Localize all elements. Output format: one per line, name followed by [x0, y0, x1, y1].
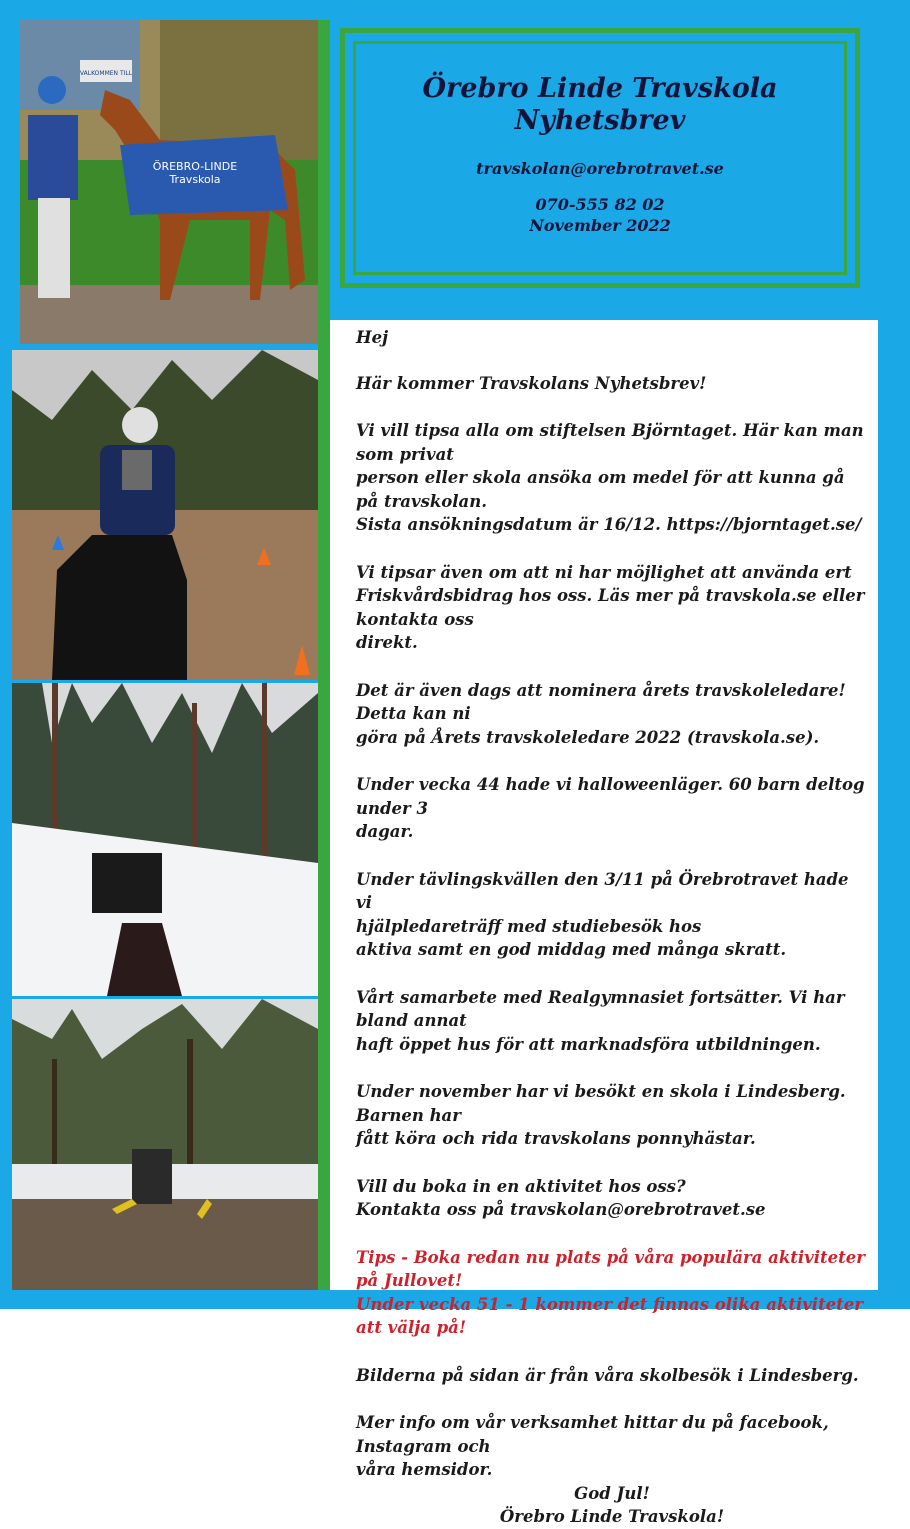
greeting: Hej — [356, 328, 389, 347]
header-date: November 2022 — [529, 216, 671, 235]
paragraph-bjorntaget: Vi vill tipsa alla om stiftelsen Björntaget. Här kan man som privat person eller skola ansöka om medel för att kunna gå på travskolan. Sista ansökningsdatum är 16/12. https://bjorntaget.se/ — [356, 421, 864, 534]
paragraph-booking: Vill du boka in en aktivitet hos oss? Kontakta oss på travskolan@orebrotravet.se — [356, 1176, 766, 1219]
photo-child-riding — [12, 350, 318, 680]
header-phone: 070-555 82 02 — [535, 195, 665, 214]
paragraph-photos-note: Bilderna på sidan är från våra skolbesök i Lindesberg. — [356, 1365, 859, 1385]
paragraph-competition: Under tävlingskvällen den 3/11 på Örebrotravet hade vi hjälpledareträff med studiebesök hos aktiva samt en god middag med många skratt. — [356, 869, 849, 959]
newsletter-subtitle: Nyhetsbrev — [514, 105, 686, 136]
newsletter-body — [330, 320, 878, 1526]
paragraph-intro: Här kommer Travskolans Nyhetsbrev! — [356, 373, 707, 393]
photo-snow-forest — [12, 683, 318, 996]
header-email: travskolan@orebrotravet.se — [476, 159, 724, 178]
tips-paragraph: Tips - Boka redan nu plats på våra populära aktiviteter på Jullovet! Under vecka 51 - 1 kommer det finnas olika aktiviteter att välja på! — [356, 1247, 865, 1337]
sign-off-god-jul: God Jul! — [574, 1483, 650, 1503]
paragraph-lindesberg: Under november har vi besökt en skola i Lindesberg. Barnen har fått köra och rida travskolans ponnyhästar. — [356, 1082, 846, 1148]
blanket-text-2: Travskola — [169, 173, 221, 186]
green-divider — [318, 20, 330, 1290]
newsletter-title: Örebro Linde Travskola — [422, 73, 778, 104]
header-text — [330, 73, 870, 235]
paragraph-halloween: Under vecka 44 hade vi halloweenläger. 60 barn deltog under 3 dagar. — [356, 775, 865, 841]
newsletter-header — [330, 18, 870, 298]
paragraph-more-info: Mer info om vår verksamhet hittar du på facebook, Instagram och våra hemsidor. — [356, 1413, 829, 1479]
paragraph-friskvard: Vi tipsar även om att ni har möjlighet att använda ert Friskvårdsbidrag hos oss. Läs mer på travskola.se eller kontakta oss direkt. — [356, 562, 865, 652]
paragraph-realgymnasiet: Vårt samarbete med Realgymnasiet fortsätter. Vi har bland annat haft öppet hus för att marknadsföra utbildningen. — [356, 987, 845, 1054]
photo-arena-carts — [12, 999, 318, 1290]
sign-text: VALKOMMEN TILL — [79, 70, 133, 77]
paragraph-nominate: Det är även dags att nominera årets travskoleledare! Detta kan ni göra på Årets travskoleledare 2022 (travskola.se). — [356, 680, 846, 747]
sign-off-school: Örebro Linde Travskola! — [499, 1507, 725, 1526]
photo-pony-blanket — [20, 20, 318, 344]
blanket-text-1: ÖREBRO-LINDE — [152, 160, 238, 173]
